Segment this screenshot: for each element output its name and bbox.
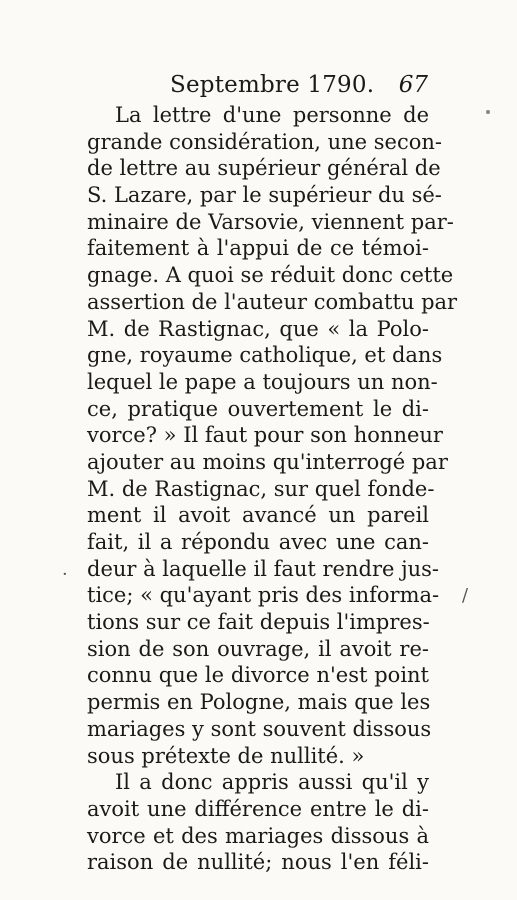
text-line: avoit une différence entre le di- <box>87 796 429 821</box>
text-line: fait, il a répondu avec une can- <box>87 530 429 554</box>
text-line: connu que le divorce n'est point <box>87 663 429 688</box>
text-line: vorce et des mariages dissous à <box>87 823 429 848</box>
text-line: de lettre au supérieur général de <box>87 156 441 181</box>
text-line: mariages y sont souvent dissous <box>87 716 432 741</box>
text-line: S. Lazare, par le supérieur du sé- <box>87 183 442 208</box>
text-line: tice; « qu'ayant pris des informa- <box>87 583 440 608</box>
text-line: minaire de Varsovie, viennent par- <box>87 209 454 234</box>
text-line: permis en Pologne, mais que les <box>87 690 431 715</box>
text-line: M. de Rastignac, que « la Polo- <box>87 316 429 341</box>
text-line: ce, pratique ouvertement le di- <box>87 396 429 421</box>
text-line: assertion de l'auteur combattu par <box>87 289 458 314</box>
text-line: gne, royaume catholique, et dans <box>87 343 443 368</box>
text-line: gnage. A quoi se réduit donc cette <box>87 263 454 288</box>
text-line: deur à laquelle il faut rendre jus- <box>87 556 439 581</box>
margin-dot: · <box>62 564 68 585</box>
page-number: 67 <box>398 72 428 98</box>
text-line: faitement à l'appui de ce témoi- <box>87 236 429 261</box>
text-line: ajouter au moins qu'interrogé par <box>87 449 448 474</box>
body-text <box>87 102 458 876</box>
margin-tick: / <box>462 585 469 606</box>
text-line: La lettre d'une personne de <box>115 103 429 127</box>
text-line: ment il avoit avancé un pareil <box>87 503 429 528</box>
text-line: grande considération, une secon- <box>87 129 442 154</box>
running-head: Septembre 1790. <box>170 72 375 98</box>
text-line: sion de son ouvrage, il avoit re- <box>87 636 429 661</box>
text-line: sous prétexte de nullité. » <box>87 743 365 768</box>
paper-speck <box>486 110 490 114</box>
text-line: vorce? » Il faut pour son honneur <box>87 423 443 448</box>
text-line: tions sur ce fait depuis l'impres- <box>87 610 430 635</box>
text-line: lequel le pape a toujours un non- <box>87 369 438 394</box>
text-line: Il a donc appris aussi qu'il y <box>115 770 429 795</box>
text-line: M. de Rastignac, sur quel fonde- <box>87 476 435 501</box>
text-line: raison de nullité; nous l'en féli- <box>87 850 429 875</box>
page-header <box>170 72 428 102</box>
